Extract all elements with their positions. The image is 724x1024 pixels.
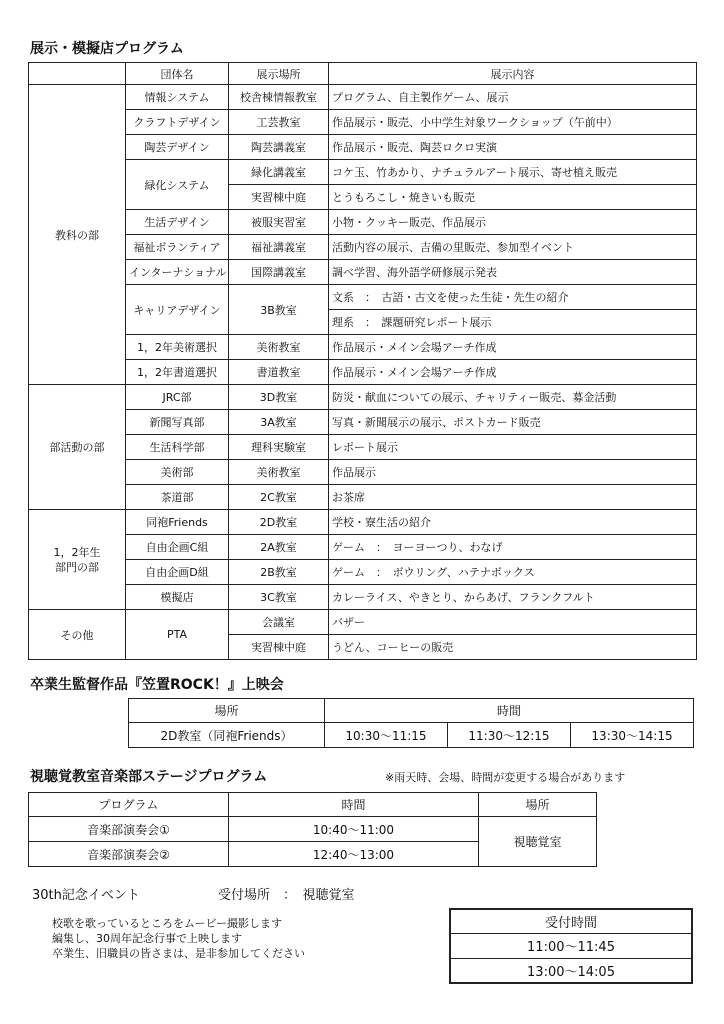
description-line: 編集し、30周年記念行事で上映します [52,932,242,945]
header-place: 場所 [479,793,597,817]
place: 美術教室 [229,335,329,360]
place: 3A教室 [229,410,329,435]
music-table [28,792,597,867]
group-name: 部活動の部 [29,385,126,510]
content: 作品展示・メイン会場アーチ作成 [329,335,697,360]
description-line: 校歌を歌っているところをムービー撮影します [52,917,283,930]
header-content: 展示内容 [329,63,697,85]
section-title-exhibits: 展示・模擬店プログラム [30,41,184,57]
place: 3D教室 [229,385,329,410]
content: お茶席 [329,485,697,510]
anniversary-description [52,916,305,961]
program-time: 12:40～13:00 [229,842,479,867]
section-title-screening: 卒業生監督作品『笠置ROCK！』上映会 [30,677,284,693]
org-name: 自由企画C組 [126,535,229,560]
org-name: 同袍Friends [126,510,229,535]
content: 作品展示・販売、小中学生対象ワークショップ（午前中） [329,110,697,135]
screening-time: 10:30～11:15 [325,723,448,748]
org-name: 福祉ボランティア [126,235,229,260]
section-title-music: 視聴覚教室音楽部ステージプログラム [30,769,268,785]
group-name: その他 [29,610,126,660]
group-name: 教科の部 [29,85,126,385]
screening-table [128,698,694,748]
header-program: プログラム [29,793,229,817]
header-time: 時間 [229,793,479,817]
content: 写真・新聞展示の展示、ポストカード販売 [329,410,697,435]
org-name: PTA [126,610,229,660]
exhibits-table [28,62,697,660]
header-blank [29,63,126,85]
section-title-anniversary: 30th記念イベント [32,888,140,903]
reception-time-table [449,908,693,984]
reception-time: 13:00～14:05 [450,958,692,983]
org-name: 1，2年美術選択 [126,335,229,360]
content: ゲーム ： ボウリング、ハテナボックス [329,560,697,585]
content: レポート展示 [329,435,697,460]
place: 工芸教室 [229,110,329,135]
content: 調べ学習、海外語学研修展示発表 [329,260,697,285]
org-name: 生活科学部 [126,435,229,460]
place: 実習棟中庭 [229,185,329,210]
content: カレーライス、やきとり、からあげ、フランクフルト [329,585,697,610]
place: 2A教室 [229,535,329,560]
content: 作品展示・販売、陶芸ロクロ実演 [329,135,697,160]
program-name: 音楽部演奏会① [29,817,229,842]
content: プログラム、自主製作ゲーム、展示 [329,85,697,110]
content: うどん、コーヒーの販売 [329,635,697,660]
org-name: 1，2年書道選択 [126,360,229,385]
content: 防災・献血についての展示、チャリティー販売、募金活動 [329,385,697,410]
screening-time: 13:30～14:15 [571,723,694,748]
content: バザー [329,610,697,635]
content: コケ玉、竹あかり、ナチュラルアート展示、寄せ植え販売 [329,160,697,185]
place: 福祉講義室 [229,235,329,260]
org-name: JRC部 [126,385,229,410]
program-name: 音楽部演奏会② [29,842,229,867]
org-name: 自由企画D組 [126,560,229,585]
header-time: 時間 [325,699,694,723]
org-name: インターナショナル [126,260,229,285]
org-name: 模擬店 [126,585,229,610]
org-name: 茶道部 [126,485,229,510]
content: とうもろこし・焼きいも販売 [329,185,697,210]
org-name: 緑化システム [126,160,229,210]
weather-note: ※雨天時、会場、時間が変更する場合があります [385,771,626,784]
org-name: 陶芸デザイン [126,135,229,160]
org-name: クラフトデザイン [126,110,229,135]
place: 実習棟中庭 [229,635,329,660]
org-name: 美術部 [126,460,229,485]
place: 2D教室 [229,510,329,535]
reception-location: 受付場所 ： 視聴覚室 [218,888,355,903]
screening-place: 2D教室（同袍Friends） [129,723,325,748]
reception-time: 11:00～11:45 [450,933,692,958]
header-reception-time: 受付時間 [450,909,692,933]
content: 作品展示 [329,460,697,485]
header-place: 場所 [129,699,325,723]
place: 会議室 [229,610,329,635]
header-org: 団体名 [126,63,229,85]
content: 活動内容の展示、吉備の里販売、参加型イベント [329,235,697,260]
place: 2C教室 [229,485,329,510]
group-name: 1，2年生 部門の部 [29,510,126,610]
place: 3B教室 [229,285,329,335]
program-place: 視聴覚室 [479,817,597,867]
place: 美術教室 [229,460,329,485]
place: 校舎棟情報教室 [229,85,329,110]
place: 国際講義室 [229,260,329,285]
content: 学校・寮生活の紹介 [329,510,697,535]
description-line: 卒業生、旧職員の皆さまは、是非参加してください [52,947,305,960]
place: 理科実験室 [229,435,329,460]
content: 文系 ： 古語・古文を使った生徒・先生の紹介 [329,285,697,310]
org-name: 新聞写真部 [126,410,229,435]
place: 緑化講義室 [229,160,329,185]
content: ゲーム ： ヨーヨーつり、わなげ [329,535,697,560]
place: 3C教室 [229,585,329,610]
org-name: 生活デザイン [126,210,229,235]
content: 作品展示・メイン会場アーチ作成 [329,360,697,385]
content: 小物・クッキー販売、作品展示 [329,210,697,235]
place: 陶芸講義室 [229,135,329,160]
place: 2B教室 [229,560,329,585]
org-name: キャリアデザイン [126,285,229,335]
content: 理系 ： 課題研究レポート展示 [329,310,697,335]
org-name: 情報システム [126,85,229,110]
place: 被服実習室 [229,210,329,235]
header-place: 展示場所 [229,63,329,85]
program-time: 10:40～11:00 [229,817,479,842]
place: 書道教室 [229,360,329,385]
screening-time: 11:30～12:15 [448,723,571,748]
